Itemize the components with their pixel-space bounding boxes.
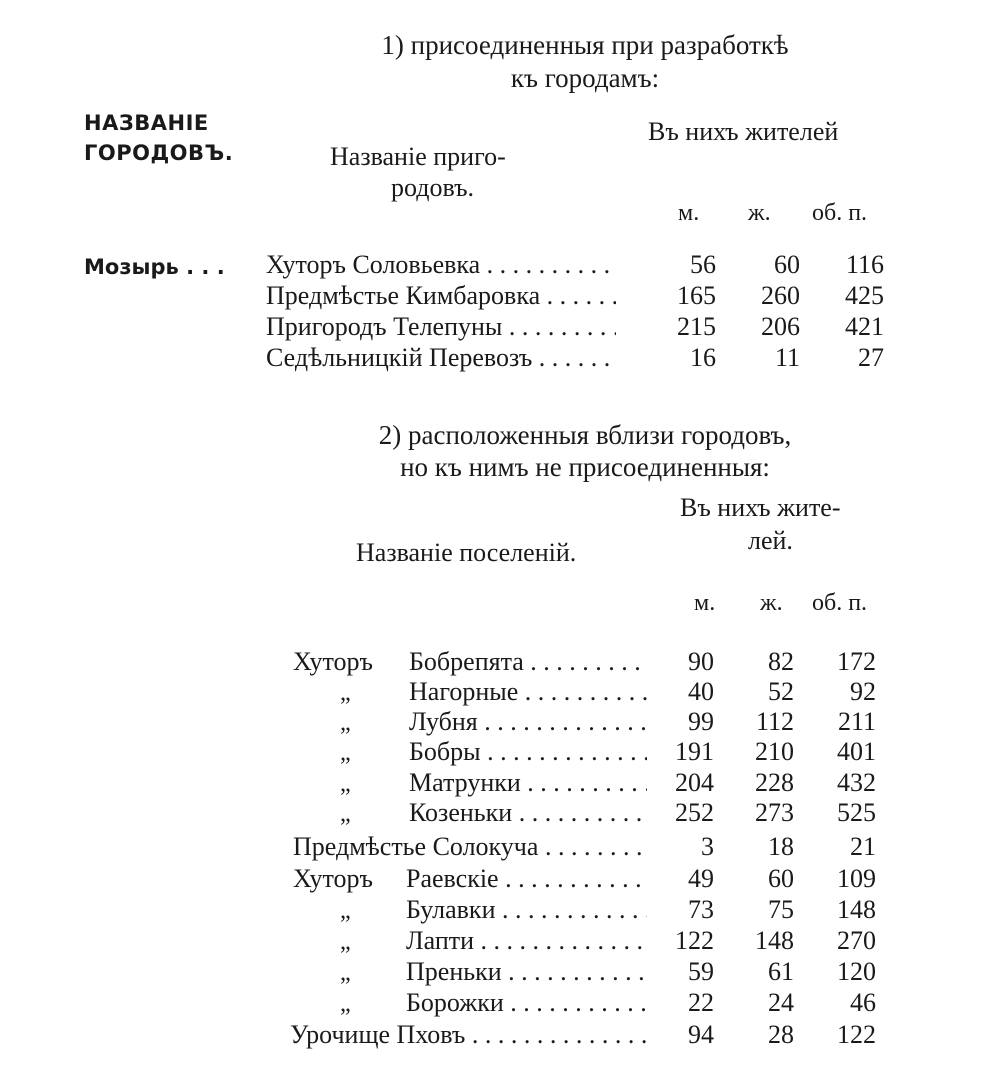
ditto-mark: „ — [340, 991, 351, 1017]
table-row-name: Борожки . . . — [406, 988, 647, 1018]
col-header-zh: ж. — [760, 590, 783, 616]
table-cell-m: 16 — [690, 343, 716, 372]
ditto-mark: „ — [340, 898, 351, 924]
table-cell-total: 116 — [845, 250, 884, 279]
table-cell-zh: 61 — [768, 957, 794, 986]
table-cell-m: 165 — [677, 281, 716, 310]
col-header-total: об. п. — [812, 200, 868, 226]
col-header-total: об. п. — [812, 590, 868, 616]
table-row-name: Лапти . . . — [406, 926, 647, 956]
table-cell-zh: 18 — [768, 832, 794, 861]
table-row-name: Преньки . . . — [406, 957, 647, 987]
table-cell-total: 172 — [837, 647, 876, 676]
ditto-mark: „ — [340, 801, 351, 827]
table-row-name: Козеньки . . . — [409, 798, 647, 828]
table-row-name: Седѣльницкій Перевозъ . . . — [266, 343, 616, 373]
ditto-mark: „ — [340, 929, 351, 955]
table-cell-total: 432 — [837, 768, 876, 797]
table-row-name: Булавки . . . — [406, 895, 647, 925]
table-cell-m: 90 — [688, 647, 714, 676]
table-cell-m: 59 — [688, 957, 714, 986]
table-cell-total: 421 — [845, 312, 884, 341]
table-cell-m: 94 — [688, 1020, 714, 1049]
table-row-name: Бобрепята . . . — [409, 647, 647, 677]
table-cell-m: 49 — [688, 864, 714, 893]
ditto-mark: „ — [340, 960, 351, 986]
table-cell-m: 252 — [675, 798, 714, 827]
table-cell-zh: 60 — [768, 864, 794, 893]
table-row-name: Хуторъ Соловьевка . . . — [266, 250, 616, 280]
table-row-name: Лубня . . . — [409, 707, 647, 737]
table-cell-zh: 82 — [768, 647, 794, 676]
table-cell-zh: 112 — [755, 707, 794, 736]
table-cell-m: 3 — [701, 832, 714, 861]
table-cell-zh: 273 — [755, 798, 794, 827]
section1-heading-line1: 1) присоединенныя при разработкѣ — [381, 30, 789, 60]
residents-header-line1: Въ нихъ жите- — [680, 493, 841, 522]
section1-heading-line2: къ городамъ: — [510, 63, 660, 93]
city-column-title-line2: ГОРОДОВЪ. — [84, 141, 234, 165]
table-row-name: Раевскіе . . . — [406, 864, 647, 894]
table-cell-m: 204 — [675, 768, 714, 797]
table-cell-zh: 75 — [768, 895, 794, 924]
col-header-m: м. — [678, 200, 700, 226]
table-cell-zh: 228 — [755, 768, 794, 797]
table-cell-m: 122 — [675, 926, 714, 955]
table-cell-m: 56 — [690, 250, 716, 279]
table-row-name: Предмѣстье Кимбаровка . . . — [266, 281, 616, 311]
table-cell-total: 92 — [850, 677, 876, 706]
table-cell-m: 73 — [688, 895, 714, 924]
suburb-column-title-line1: Названіе приго- — [330, 142, 506, 171]
table-cell-total: 148 — [837, 895, 876, 924]
ditto-mark: „ — [340, 680, 351, 706]
ditto-mark: „ — [340, 771, 351, 797]
table-row-name: Урочище Пховъ . . . — [290, 1020, 647, 1050]
city-name: Мозырь . . . — [84, 255, 225, 279]
table-cell-zh: 206 — [761, 312, 800, 341]
table-row-name: Пригородъ Телепуны . . . — [266, 312, 616, 342]
table-cell-m: 191 — [675, 737, 714, 766]
residents-header: Въ нихъ жителей — [648, 117, 839, 146]
city-column-title-line1: НАЗВАНІЕ — [84, 111, 209, 135]
table-row-name: Матрунки . . . — [409, 768, 647, 798]
table-cell-zh: 52 — [768, 677, 794, 706]
ditto-mark: „ — [340, 710, 351, 736]
table-row-name: Бобры . . . — [409, 737, 647, 767]
table-cell-total: 109 — [837, 864, 876, 893]
col-header-m: м. — [694, 590, 716, 616]
table-cell-total: 122 — [837, 1020, 876, 1049]
table-cell-zh: 24 — [768, 988, 794, 1017]
table-cell-total: 27 — [858, 343, 884, 372]
table-cell-zh: 148 — [755, 926, 794, 955]
table-cell-zh: 11 — [774, 343, 800, 372]
residents-header-line2: лей. — [748, 526, 793, 555]
section2-heading-line1: 2) расположенныя вблизи городовъ, — [378, 420, 792, 450]
table-cell-m: 99 — [688, 707, 714, 736]
table-cell-zh: 60 — [774, 250, 800, 279]
table-cell-m: 215 — [677, 312, 716, 341]
table-cell-total: 211 — [837, 707, 876, 736]
table-row-name: Предмѣстье Солокуча . . . — [293, 832, 647, 862]
table-cell-total: 525 — [837, 798, 876, 827]
table-cell-zh: 210 — [755, 737, 794, 766]
table-cell-total: 425 — [845, 281, 884, 310]
section2-heading-line2: но къ нимъ не присоединенныя: — [400, 452, 770, 482]
col-header-zh: ж. — [748, 200, 771, 226]
table-cell-total: 270 — [837, 926, 876, 955]
table-cell-zh: 28 — [768, 1020, 794, 1049]
row-prefix: Хуторъ — [293, 647, 373, 676]
table-cell-zh: 260 — [761, 281, 800, 310]
table-cell-total: 21 — [850, 832, 876, 861]
ditto-mark: „ — [340, 740, 351, 766]
table-row-name: Нагорные . . . — [409, 677, 647, 707]
suburb-column-title-line2: родовъ. — [391, 173, 475, 202]
table-cell-total: 401 — [837, 737, 876, 766]
row-prefix: Хуторъ — [293, 864, 373, 893]
table-cell-total: 120 — [837, 957, 876, 986]
table-cell-total: 46 — [850, 988, 876, 1017]
settlement-column-title: Названіе поселеній. — [356, 538, 577, 567]
table-cell-m: 22 — [688, 988, 714, 1017]
table-cell-m: 40 — [688, 677, 714, 706]
